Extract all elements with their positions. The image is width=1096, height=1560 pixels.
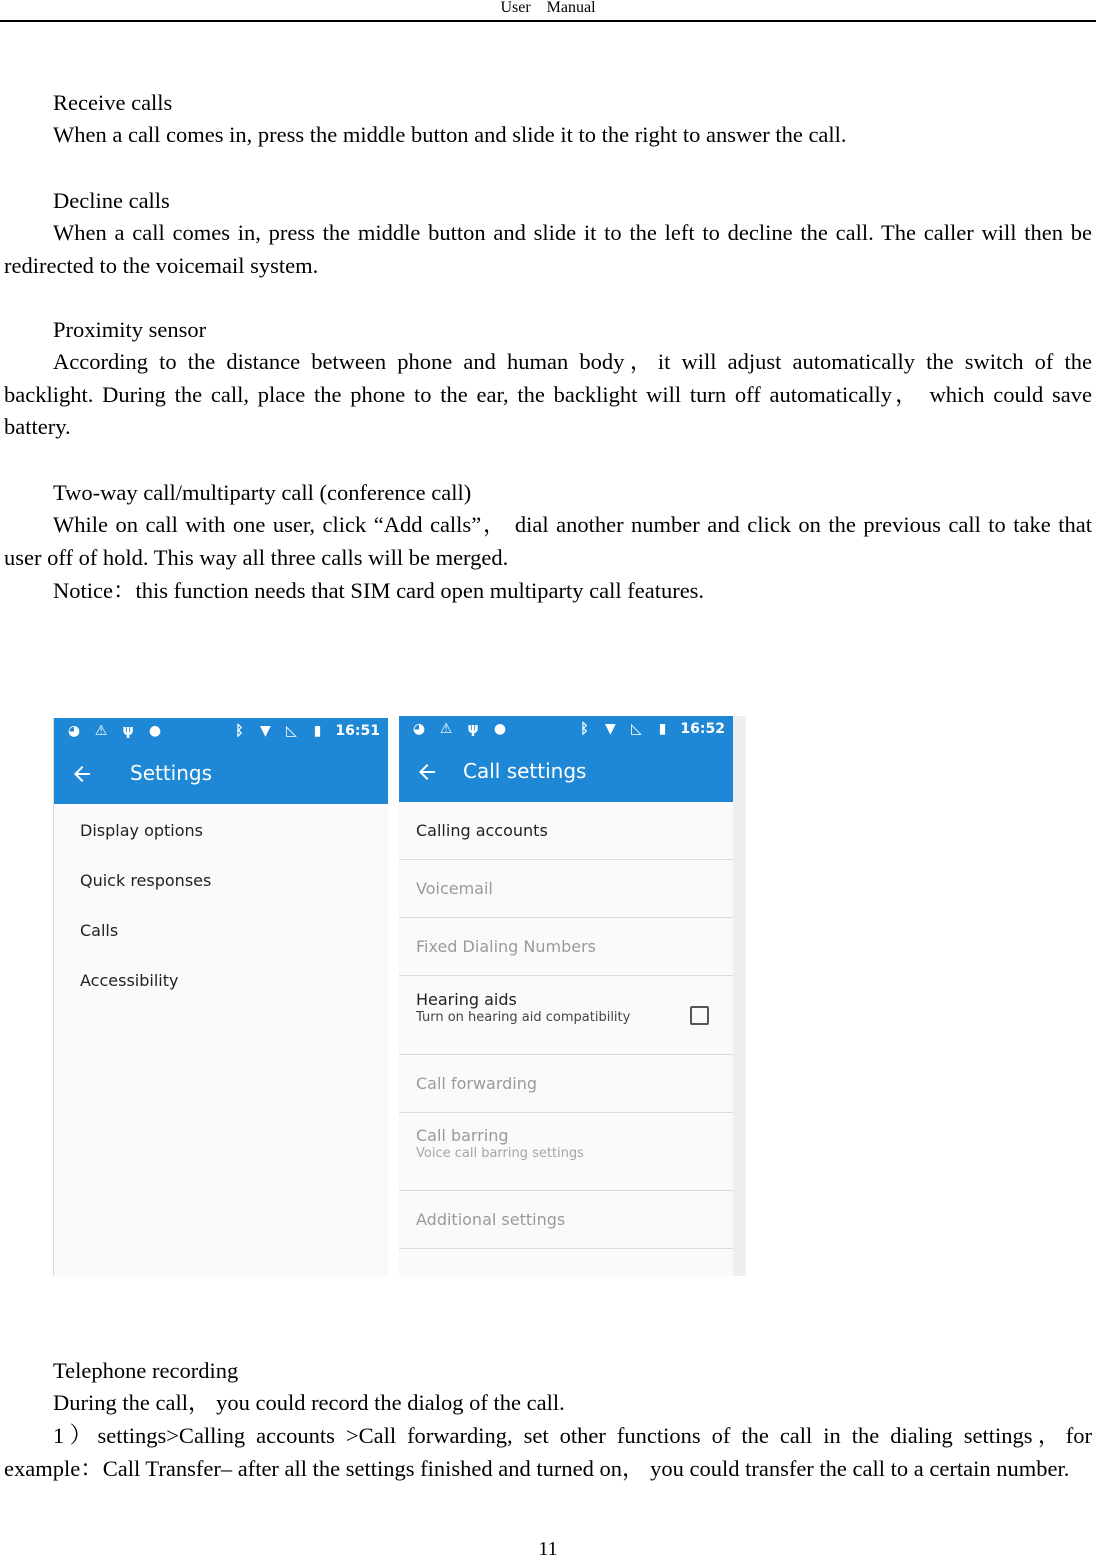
screenshot-edge — [733, 716, 746, 1276]
row-label: Additional settings — [416, 1210, 566, 1229]
status-bar — [399, 716, 733, 744]
row-call-barring — [399, 1113, 733, 1191]
usb-icon: ψ — [467, 721, 479, 737]
call-settings-screenshot — [399, 716, 733, 1276]
paragraph-decline-calls: When a call comes in, press the middle button and slide it to the left to decline the call. The caller will then be redirected to the voicemail system. — [4, 220, 1092, 278]
paragraph-proximity-sensor: According to the distance between phone and human body，it will adjust automatically the switch of the backlight. During the call, place the phone to the ear, the backlight will turn off automatically， which could save battery. — [4, 349, 1092, 439]
app-bar-title: Settings — [130, 761, 213, 785]
section-title-telephone-recording: Telephone recording — [53, 1358, 239, 1383]
hearing-aids-checkbox[interactable] — [690, 1006, 709, 1025]
header-right: Manual — [546, 0, 596, 16]
notice-text: Notice：this function needs that SIM card open multiparty call features. — [53, 578, 705, 603]
row-label: Call forwarding — [416, 1074, 538, 1093]
back-arrow-icon[interactable] — [415, 760, 439, 784]
settings-item-display-options[interactable]: Display options — [80, 821, 203, 840]
recording-paragraph-2: 1）settings>Calling accounts >Call forwarding, set other functions of the call in the dialing settings，for example：Call Transfer– after all the settings finished and turned on， you could transfer the call to a certain number. — [4, 1423, 1092, 1481]
android-icon: ● — [148, 723, 162, 739]
section-title-two-way-call: Two-way call/multiparty call (conference call) — [53, 480, 472, 505]
section-title-receive-calls: Receive calls — [53, 90, 173, 115]
settings-list — [54, 806, 388, 1006]
warning-icon: ⚠ — [94, 723, 108, 739]
app-bar — [399, 744, 733, 802]
section-title-decline-calls: Decline calls — [53, 188, 170, 213]
app-bar — [54, 746, 388, 804]
clock: 16:52 — [680, 721, 725, 737]
battery-icon: ▮ — [313, 723, 322, 739]
row-hearing-aids[interactable] — [399, 976, 733, 1055]
row-label: Hearing aids — [416, 990, 517, 1009]
battery-icon: ▮ — [658, 721, 667, 737]
status-bar — [54, 718, 388, 746]
header-left: User — [500, 0, 531, 16]
running-header — [0, 0, 1096, 22]
no-signal-icon: ◺ — [286, 723, 297, 739]
settings-item-accessibility[interactable]: Accessibility — [80, 971, 179, 990]
row-label: Fixed Dialing Numbers — [416, 937, 596, 956]
recording-line-1: During the call， you could record the dialog of the call. — [53, 1390, 565, 1415]
warning-icon: ⚠ — [439, 721, 453, 737]
row-fixed-dialing-numbers — [399, 918, 733, 976]
wifi-icon: ▼ — [260, 723, 271, 739]
usb-icon: ψ — [122, 723, 134, 739]
row-label: Voicemail — [416, 879, 493, 898]
app-circle-icon: ◕ — [412, 721, 426, 737]
section-title-proximity-sensor: Proximity sensor — [53, 317, 207, 342]
settings-item-calls[interactable]: Calls — [80, 921, 119, 940]
bluetooth-icon: ᛒ — [235, 723, 244, 739]
app-circle-icon: ◕ — [67, 723, 81, 739]
row-label: Call barring — [416, 1126, 509, 1145]
wifi-icon: ▼ — [605, 721, 616, 737]
app-bar-title: Call settings — [463, 759, 587, 783]
settings-screenshot — [53, 718, 388, 1276]
bluetooth-icon: ᛒ — [580, 721, 589, 737]
back-arrow-icon[interactable] — [70, 762, 94, 786]
paragraph-two-way-call: While on call with one user, click “Add calls”， dial another number and click on the previous call to take that user off of hold. This way all three calls will be merged. — [4, 512, 1092, 570]
settings-item-quick-responses[interactable]: Quick responses — [80, 871, 212, 890]
no-signal-icon: ◺ — [631, 721, 642, 737]
row-sublabel: Turn on hearing aid compatibility — [416, 1010, 631, 1025]
paragraph-receive-calls: When a call comes in, press the middle button and slide it to the right to answer the call. — [53, 122, 847, 147]
row-call-forwarding — [399, 1055, 733, 1113]
row-sublabel: Voice call barring settings — [416, 1146, 584, 1161]
clock: 16:51 — [335, 723, 380, 739]
row-label: Calling accounts — [416, 821, 548, 840]
page-number: 11 — [538, 1538, 558, 1560]
call-settings-list — [399, 802, 733, 1249]
android-icon: ● — [493, 721, 507, 737]
row-calling-accounts[interactable] — [399, 802, 733, 860]
row-additional-settings — [399, 1191, 733, 1249]
row-voicemail — [399, 860, 733, 918]
